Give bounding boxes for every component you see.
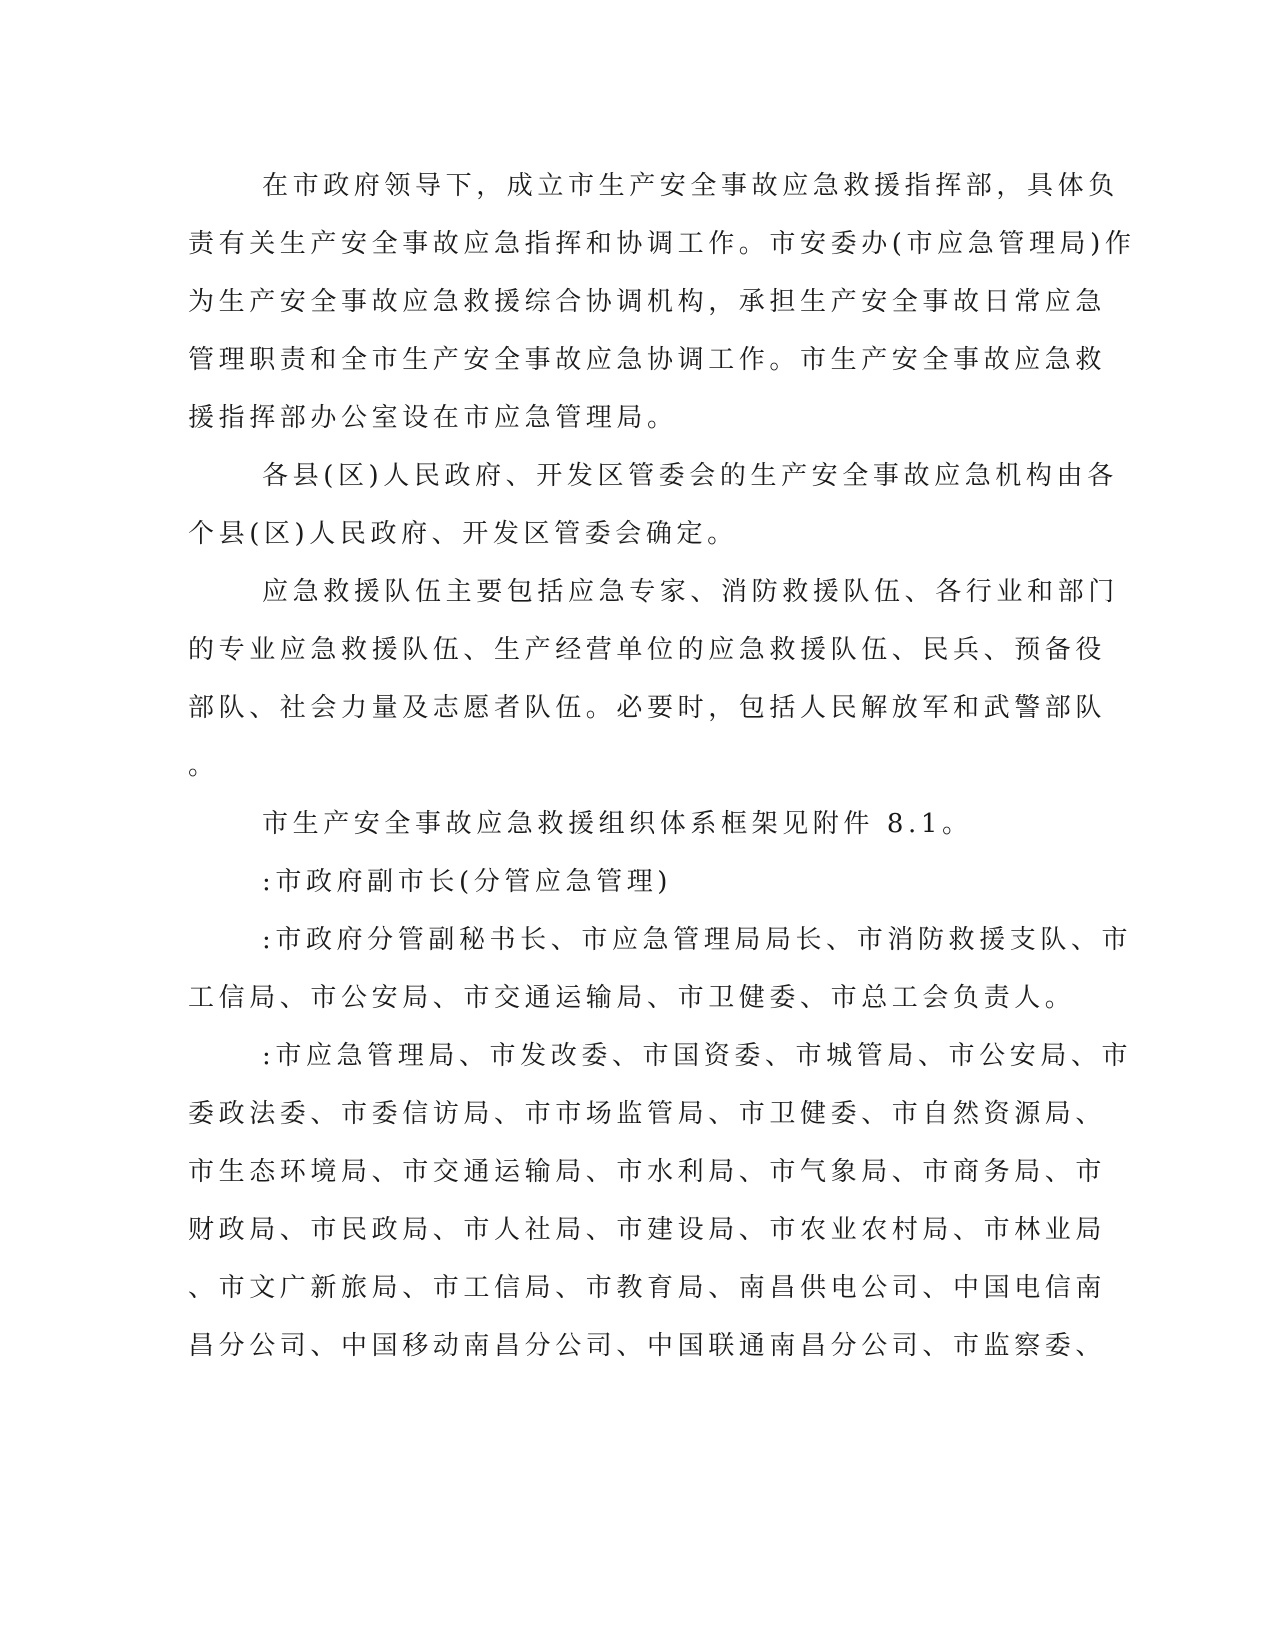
paragraph-line: 工信局、市公安局、市交通运输局、市卫健委、市总工会负责人。 — [188, 983, 1076, 1013]
paragraph-line: 市生产安全事故应急救援组织体系框架见附件 8.1。 — [262, 809, 973, 839]
paragraph-line: 、市文广新旅局、市工信局、市教育局、南昌供电公司、中国电信南 — [188, 1273, 1107, 1303]
paragraph-line: 部队、社会力量及志愿者队伍。必要时，包括人民解放军和武警部队 — [188, 693, 1107, 723]
paragraph-line: :市政府副市长(分管应急管理) — [262, 867, 673, 897]
paragraph-line: :市政府分管副秘书长、市应急管理局局长、市消防救援支队、市 — [262, 925, 1133, 955]
paragraph-line: 。 — [188, 751, 219, 781]
paragraph-line: 援指挥部办公室设在市应急管理局。 — [188, 403, 678, 433]
paragraph-line: 的专业应急救援队伍、生产经营单位的应急救援队伍、民兵、预备役 — [188, 635, 1107, 665]
paragraph-line: :市应急管理局、市发改委、市国资委、市城管局、市公安局、市 — [262, 1041, 1133, 1071]
paragraph-line: 昌分公司、中国移动南昌分公司、中国联通南昌分公司、市监察委、 — [188, 1331, 1107, 1361]
paragraph-line: 管理职责和全市生产安全事故应急协调工作。市生产安全事故应急救 — [188, 345, 1107, 375]
paragraph-line: 个县(区)人民政府、开发区管委会确定。 — [188, 519, 738, 549]
paragraph-line: 委政法委、市委信访局、市市场监管局、市卫健委、市自然资源局、 — [188, 1099, 1107, 1129]
paragraph-line: 为生产安全事故应急救援综合协调机构，承担生产安全事故日常应急 — [188, 287, 1107, 317]
paragraph-line: 各县(区)人民政府、开发区管委会的生产安全事故应急机构由各 — [262, 461, 1118, 491]
paragraph-line: 应急救援队伍主要包括应急专家、消防救援队伍、各行业和部门 — [262, 577, 1119, 607]
paragraph-line: 在市政府领导下，成立市生产安全事故应急救援指挥部，具体负 — [262, 171, 1119, 201]
paragraph-line: 市生态环境局、市交通运输局、市水利局、市气象局、市商务局、市 — [188, 1157, 1107, 1187]
paragraph-line: 责有关生产安全事故应急指挥和协调工作。市安委办(市应急管理局)作 — [188, 229, 1136, 259]
paragraph-line: 财政局、市民政局、市人社局、市建设局、市农业农村局、市林业局 — [188, 1215, 1107, 1245]
